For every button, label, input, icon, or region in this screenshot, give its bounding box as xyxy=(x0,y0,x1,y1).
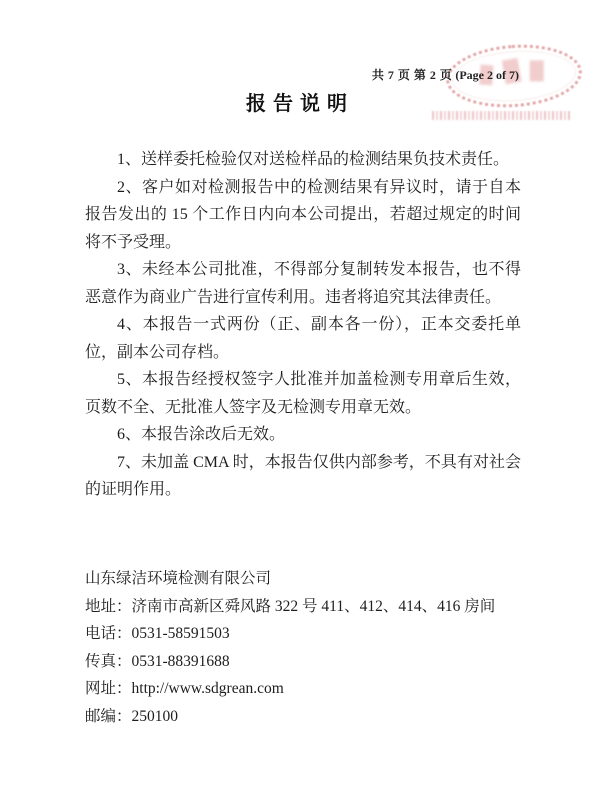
clause-1: 1、送样委托检验仅对送检样品的检测结果负技术责任。 xyxy=(117,151,510,168)
postal-label: 邮编： xyxy=(85,707,132,725)
clause-6: 6、本报告涂改后无效。 xyxy=(117,426,286,443)
clause-2: 2、客户如对检测报告中的检测结果有异议时，请于自本报告发出的 15 个工作日内向本公司提出，若超过规定的时间将不予受理。 xyxy=(85,178,521,251)
address-value: 济南市高新区舜风路 322 号 411、412、414、416 房间 xyxy=(131,597,496,615)
phone-value: 0531-58591503 xyxy=(131,625,230,643)
page-number-zh: 共 7 页 第 2 页 xyxy=(371,68,453,82)
website-line xyxy=(85,675,525,703)
address-label: 地址： xyxy=(85,597,132,615)
page-title: 报告说明 xyxy=(246,93,354,115)
address-line xyxy=(85,593,525,621)
company-name: 山东绿洁环境检测有限公司 xyxy=(85,570,272,587)
page-number-header xyxy=(0,66,519,83)
clause-3: 3、未经本公司批准，不得部分复制转发本报告，也不得恶意作为商业广告进行宣传利用。违者将追究其法律责任。 xyxy=(85,261,521,306)
website-value: http://www.sdgrean.com xyxy=(131,680,284,698)
stamp-glyph xyxy=(530,60,544,81)
website-label: 网址： xyxy=(85,680,132,698)
phone-line xyxy=(85,620,525,648)
company-contact-block xyxy=(85,565,525,731)
clause-7: 7、未加盖 CMA 时，本报告仅供内部参考，不具有对社会的证明作用。 xyxy=(85,453,521,498)
clause-4: 4、本报告一式两份（正、副本各一份），正本交委托单位，副本公司存档。 xyxy=(85,316,521,361)
phone-label: 电话： xyxy=(85,625,132,643)
fax-line xyxy=(85,648,525,676)
postal-code-line xyxy=(85,703,525,731)
fax-label: 传真： xyxy=(85,652,132,670)
page-number-en: (Page 2 of 7) xyxy=(452,68,519,82)
postal-value: 250100 xyxy=(131,707,179,725)
clause-5: 5、本报告经授权签字人批准并加盖检测专用章后生效，页数不全、无批准人签字及无检测专用章无效。 xyxy=(85,371,521,416)
report-notes-body xyxy=(85,146,521,504)
fax-value: 0531-88391688 xyxy=(131,652,230,670)
